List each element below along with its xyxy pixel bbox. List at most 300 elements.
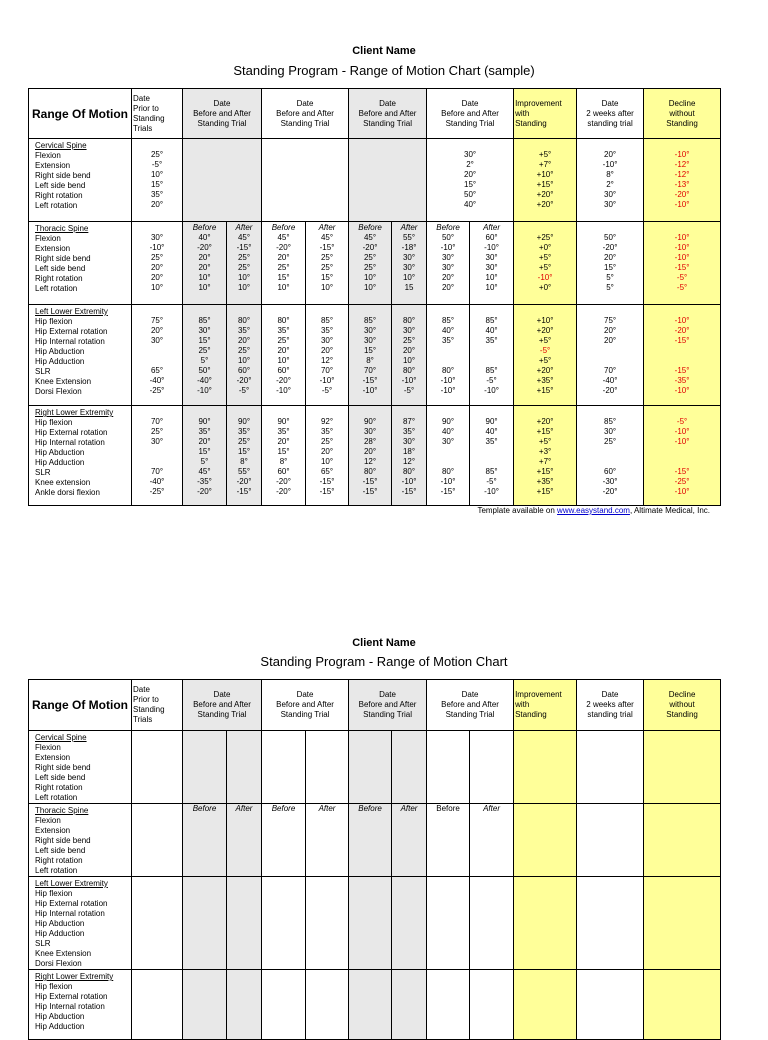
rom-value: 85° — [604, 417, 617, 426]
rom-value: -15° — [674, 366, 690, 375]
rom-value: 15° — [237, 447, 251, 456]
right-lower-a2 — [306, 406, 349, 506]
rom-value: 12° — [363, 457, 377, 466]
motion-label: SLR — [35, 367, 51, 376]
rom-value: 35° — [485, 437, 498, 446]
rom-value — [427, 356, 469, 366]
rom-value: 80° — [402, 366, 416, 375]
rom-value: -25° — [149, 386, 165, 395]
motion-label: Knee Extension — [35, 377, 92, 386]
rom-value: 30° — [441, 253, 455, 262]
motion-label: Hip External rotation — [35, 899, 108, 908]
rom-value: -15° — [674, 467, 690, 476]
right-lower-labels — [29, 406, 132, 506]
rom-value: -10° — [149, 243, 165, 252]
motion-label: Hip flexion — [35, 317, 73, 326]
rom-value: 35° — [320, 427, 334, 436]
rom-value: 25° — [363, 253, 377, 262]
section-title: Thoracic Spine — [35, 224, 89, 233]
left-lower-a4 — [470, 305, 514, 406]
after-label: After — [227, 804, 262, 877]
rom-value: +10° — [536, 316, 554, 325]
rom-value: 12° — [320, 356, 334, 365]
rom-value — [644, 356, 720, 366]
rom-value: -15° — [319, 243, 335, 252]
trial4-header: Date Before and After Standing Trial — [427, 89, 514, 139]
rom-value: 60° — [277, 366, 290, 375]
rom-value: 5° — [606, 283, 614, 292]
page-title: Standing Program - Range of Motion Chart (sample) — [233, 63, 535, 78]
cervical-decline — [644, 139, 721, 222]
rom-value: 70° — [363, 366, 377, 375]
rom-value: -20° — [276, 376, 291, 385]
rom-value: 80° — [402, 467, 416, 476]
rom-value: -20° — [674, 326, 690, 335]
motion-label: Hip Adduction — [35, 357, 85, 366]
rom-value: 70° — [604, 366, 617, 375]
motion-label: Hip Abduction — [35, 1012, 85, 1021]
motion-label: Right side bend — [35, 254, 91, 263]
rom-value: +15° — [536, 467, 554, 476]
section-title: Thoracic Spine — [35, 806, 89, 815]
rom-value: 10° — [402, 356, 416, 365]
motion-label: Hip flexion — [35, 889, 73, 898]
rom-value — [644, 457, 720, 467]
rom-value: 30° — [150, 437, 164, 446]
rom-value: -40° — [197, 376, 212, 385]
decline-header-2: Decline without Standing — [644, 680, 721, 731]
rom-value: 5° — [200, 356, 209, 365]
rom-value: -5° — [676, 417, 688, 426]
rom-value: -5° — [151, 160, 163, 169]
motion-label: Flexion — [35, 743, 61, 752]
rom-value: -25° — [674, 477, 690, 486]
left-lower-decline — [644, 305, 721, 406]
rom-value: 35° — [198, 427, 211, 436]
motion-label: Extension — [35, 244, 71, 253]
thoracic-prior — [132, 222, 183, 305]
rom-value: 40° — [441, 326, 455, 335]
motion-label: SLR — [35, 468, 51, 477]
motion-label: Extension — [35, 753, 71, 762]
rom-value: -20° — [276, 477, 291, 486]
trial2-header: Date Before and After Standing Trial — [262, 89, 349, 139]
rom-value — [427, 457, 469, 467]
rom-value: 85° — [485, 366, 498, 375]
rom-value: -5° — [321, 386, 333, 395]
rom-value: 92° — [320, 417, 334, 426]
after-label: After — [318, 223, 336, 232]
rom-value — [132, 457, 182, 467]
rom-value: 80° — [441, 366, 455, 375]
thoracic-improvement — [514, 222, 577, 305]
rom-value: +7° — [538, 457, 552, 466]
rom-value — [577, 356, 643, 366]
rom-value: +25° — [536, 233, 554, 242]
rom-value: 35° — [441, 336, 455, 345]
rom-value: 35° — [277, 427, 290, 436]
motion-label: Flexion — [35, 151, 61, 160]
rom-value: 60° — [237, 366, 251, 375]
rom-value: 25° — [150, 253, 164, 262]
motion-label: Left rotation — [35, 793, 78, 802]
motion-label: Right rotation — [35, 856, 83, 865]
before-label: Before — [427, 804, 470, 877]
rom-value: -15° — [319, 487, 335, 496]
rom-value: 25° — [237, 263, 251, 272]
rom-value — [132, 356, 182, 366]
rom-value: 90° — [198, 417, 211, 426]
cervical-section — [29, 139, 721, 222]
rom-value — [470, 457, 513, 467]
client-name-heading: Client Name — [352, 45, 416, 57]
motion-label: Right side bend — [35, 763, 91, 772]
rom-value: -20° — [362, 243, 378, 252]
cervical-prior — [132, 139, 183, 222]
rom-value: 10° — [363, 283, 377, 292]
rom-value: 60° — [277, 467, 290, 476]
rom-value: 45° — [277, 233, 290, 242]
rom-value: 35° — [402, 427, 416, 436]
rom-value: 30° — [485, 263, 498, 272]
left-lower-2weeks — [577, 305, 644, 406]
rom-value: 25° — [320, 263, 334, 272]
rom-value: 80° — [363, 467, 377, 476]
rom-value: 30° — [604, 190, 617, 199]
rom-value: 10° — [237, 273, 251, 282]
rom-value: 20° — [464, 170, 477, 179]
thoracic-2weeks — [577, 222, 644, 305]
rom-value: +5° — [538, 150, 552, 159]
rom-value — [470, 346, 513, 356]
left-lower-b2 — [262, 305, 306, 406]
rom-value: 35° — [237, 326, 251, 335]
motion-label: Left side bend — [35, 181, 86, 190]
rom-value: 30° — [363, 427, 377, 436]
rom-value: -10° — [484, 487, 499, 496]
rom-value: 40° — [441, 427, 455, 436]
after-label: After — [392, 804, 427, 877]
rom-value: 45° — [363, 233, 377, 242]
rom-value: 80° — [237, 316, 251, 325]
motion-label: Right rotation — [35, 274, 83, 283]
easystand-link[interactable]: www.easystand.com — [557, 506, 630, 515]
rom-value: -20° — [276, 243, 291, 252]
section-title: Left Lower Extremity — [35, 307, 108, 316]
rom-value: 85° — [320, 316, 334, 325]
rom-value: 12° — [402, 457, 416, 466]
rom-value: 80° — [402, 316, 416, 325]
rom-value — [577, 447, 643, 457]
rom-value: 25° — [237, 253, 251, 262]
thoracic-a2 — [306, 222, 349, 305]
rom-value: -20° — [236, 376, 252, 385]
cervical-trial2 — [262, 139, 349, 222]
thoracic-b4 — [427, 222, 470, 305]
page-title-2: Standing Program - Range of Motion Chart — [260, 654, 508, 669]
improvement-header: Improvement with Standing — [514, 89, 577, 139]
rom-value: 90° — [237, 417, 251, 426]
rom-value: -15° — [674, 263, 690, 272]
rom-value: 30° — [402, 253, 416, 262]
rom-value — [132, 346, 182, 356]
rom-value: 18° — [402, 447, 416, 456]
rom-value: 90° — [363, 417, 377, 426]
rom-value: -5° — [486, 376, 497, 385]
rom-value: 35° — [320, 326, 334, 335]
rom-value: +20° — [536, 200, 554, 209]
right-lower-b2 — [262, 406, 306, 506]
rom-value: +5° — [538, 336, 552, 345]
rom-value: -10° — [674, 243, 690, 252]
motion-label: Hip Adduction — [35, 929, 85, 938]
rom-value: +5° — [538, 253, 552, 262]
rom-value: 20° — [604, 150, 617, 159]
after-label: After — [483, 223, 500, 232]
cervical-trial3 — [349, 139, 427, 222]
rom-value: -20° — [236, 477, 252, 486]
rom-value: 45° — [237, 233, 251, 242]
rom-value: 25° — [363, 263, 377, 272]
motion-label: Extension — [35, 161, 71, 170]
cervical-labels — [29, 139, 132, 222]
rom-value: 15° — [277, 273, 290, 282]
rom-value: -5° — [403, 386, 415, 395]
rom-value: 10° — [485, 283, 498, 292]
rom-value: 2° — [466, 160, 474, 169]
motion-label: Left rotation — [35, 201, 78, 210]
rom-value: 75° — [150, 316, 164, 325]
rom-value: 5° — [606, 273, 614, 282]
rom-value: 25° — [237, 346, 251, 355]
rom-value: 30° — [402, 263, 416, 272]
rom-value: 10° — [198, 283, 211, 292]
client-name-heading-2: Client Name — [352, 637, 416, 649]
rom-value: +35° — [536, 477, 554, 486]
motion-label: Hip Adduction — [35, 458, 85, 467]
rom-value: -10° — [674, 316, 690, 325]
rom-value: 50° — [604, 233, 617, 242]
rom-value: +3° — [538, 447, 552, 456]
thoracic-a4 — [470, 222, 514, 305]
rom-value — [132, 447, 182, 457]
rom-value: -10° — [484, 386, 499, 395]
rom-value: 10° — [320, 283, 334, 292]
rom-value: 10° — [363, 273, 377, 282]
rom-value: 8° — [279, 457, 288, 466]
rom-value: 50° — [198, 366, 211, 375]
rom-value: 20° — [198, 253, 211, 262]
section-title: Right Lower Extremity — [35, 408, 114, 417]
before-label: Before — [262, 804, 306, 877]
rom-value: -20° — [602, 386, 618, 395]
left-lower-b4 — [427, 305, 470, 406]
rom-value — [470, 356, 513, 366]
rom-value: -20° — [197, 487, 212, 496]
rom-value: 90° — [485, 417, 498, 426]
thoracic-labels — [29, 222, 132, 305]
rom-value: -40° — [149, 376, 165, 385]
rom-value: +20° — [536, 326, 554, 335]
rom-value: 30° — [441, 263, 455, 272]
motion-label: Hip Internal rotation — [35, 1002, 105, 1011]
rom-value: -10° — [440, 477, 456, 486]
rom-value: -12° — [674, 160, 690, 169]
rom-value: +35° — [536, 376, 554, 385]
left-lower-section-2 — [29, 877, 721, 970]
rom-value: -10° — [674, 427, 690, 436]
rom-value: 85° — [485, 467, 498, 476]
rom-value: 35° — [485, 336, 498, 345]
trial1-header-2: Date Before and After Standing Trial — [183, 680, 262, 731]
rom-value: 30° — [604, 427, 617, 436]
motion-label: Hip Adduction — [35, 1022, 85, 1031]
rom-value: -15° — [401, 487, 417, 496]
rom-value: 85° — [363, 316, 377, 325]
rom-value: 80° — [441, 467, 455, 476]
rom-value: 30° — [198, 326, 211, 335]
before-label: Before — [349, 804, 392, 877]
rom-value: 20° — [441, 283, 455, 292]
rom-value: 20° — [277, 437, 290, 446]
rom-value: -10° — [674, 253, 690, 262]
after-label: After — [306, 804, 349, 877]
trial2-header-2: Date Before and After Standing Trial — [262, 680, 349, 731]
rom-value: 15° — [320, 273, 334, 282]
right-lower-improvement — [514, 406, 577, 506]
rom-value: -10° — [362, 386, 378, 395]
motion-label: Right side bend — [35, 836, 91, 845]
rom-value: 65° — [320, 467, 334, 476]
before-label: Before — [271, 223, 296, 232]
rom-value: 30° — [604, 200, 617, 209]
left-lower-b3 — [349, 305, 392, 406]
before-label: Before — [358, 223, 382, 232]
rom-value: 45° — [198, 467, 211, 476]
right-lower-prior — [132, 406, 183, 506]
rom-value: 30° — [320, 336, 334, 345]
trial1-header: Date Before and After Standing Trial — [183, 89, 262, 139]
motion-label: Hip Abduction — [35, 347, 85, 356]
date-prior-header: Date Prior to Standing Trials — [132, 89, 183, 139]
left-lower-prior — [132, 305, 183, 406]
rom-value: 35° — [277, 326, 290, 335]
trial3-header-2: Date Before and After Standing Trial — [349, 680, 427, 731]
before-label: Before — [436, 223, 460, 232]
rom-value: 75° — [604, 316, 617, 325]
rom-value: +20° — [536, 417, 554, 426]
rom-value: -10° — [674, 437, 690, 446]
motion-label: Flexion — [35, 234, 61, 243]
motion-label: Left rotation — [35, 866, 78, 875]
rom-value: 20° — [150, 200, 164, 209]
decline-header: Decline without Standing — [644, 89, 721, 139]
rom-value: 25° — [402, 336, 416, 345]
rom-value: 70° — [150, 467, 164, 476]
rom-value: +15° — [536, 386, 554, 395]
rom-value: 20° — [277, 253, 290, 262]
rom-value: 10° — [198, 273, 211, 282]
motion-label: Right side bend — [35, 171, 91, 180]
rom-value: 8° — [606, 170, 614, 179]
rom-value: 25° — [604, 437, 617, 446]
rom-value: 20° — [402, 346, 416, 355]
rom-value: -10° — [674, 150, 690, 159]
rom-value: 25° — [198, 346, 211, 355]
rom-value: 20° — [441, 273, 455, 282]
rom-value: 65° — [150, 366, 164, 375]
rom-value: 30° — [402, 437, 416, 446]
rom-value: -40° — [602, 376, 618, 385]
rom-value: -10° — [602, 160, 618, 169]
thoracic-b3 — [349, 222, 392, 305]
rom-value: -10° — [674, 386, 690, 395]
rom-value: 15° — [198, 447, 211, 456]
section-title: Right Lower Extremity — [35, 972, 114, 981]
rom-value: -10° — [440, 243, 456, 252]
right-lower-b4 — [427, 406, 470, 506]
thoracic-labels-2 — [29, 804, 132, 877]
left-lower-a3 — [392, 305, 427, 406]
date-2weeks-header: Date 2 weeks after standing trial — [577, 89, 644, 139]
rom-value: 20° — [277, 346, 290, 355]
thoracic-b1 — [183, 222, 227, 305]
cervical-2weeks — [577, 139, 644, 222]
rom-value: 15° — [277, 447, 290, 456]
rom-value: -10° — [440, 386, 456, 395]
rom-value: -35° — [197, 477, 212, 486]
left-lower-improvement — [514, 305, 577, 406]
motion-label: Left rotation — [35, 284, 78, 293]
rom-value: -30° — [602, 477, 618, 486]
rom-value: +0° — [538, 243, 552, 252]
rom-table-sample — [28, 88, 721, 506]
rom-value: +5° — [538, 356, 552, 365]
rom-value: -5° — [238, 386, 250, 395]
motion-label: Hip flexion — [35, 418, 73, 427]
cervical-labels-2 — [29, 731, 132, 804]
rom-value: 15 — [404, 283, 414, 292]
rom-value: 25° — [320, 437, 334, 446]
rom-value: 10° — [320, 457, 334, 466]
rom-value: 15° — [464, 180, 477, 189]
rom-value: 30° — [150, 233, 164, 242]
rom-value: -20° — [674, 190, 690, 199]
left-lower-section — [29, 305, 721, 406]
rom-value: -5° — [486, 477, 497, 486]
rom-value: 90° — [277, 417, 290, 426]
rom-value: -15° — [362, 487, 378, 496]
rom-value: 40° — [198, 233, 211, 242]
rom-value: 85° — [198, 316, 211, 325]
motion-label: Left side bend — [35, 264, 86, 273]
rom-value: +20° — [536, 366, 554, 375]
motion-label: Knee extension — [35, 478, 91, 487]
rom-value: 30° — [363, 336, 377, 345]
rom-value: +15° — [536, 427, 554, 436]
rom-value: 2° — [606, 180, 614, 189]
motion-label: SLR — [35, 939, 51, 948]
left-lower-a1 — [227, 305, 262, 406]
rom-value: 30° — [363, 326, 377, 335]
right-lower-a4 — [470, 406, 514, 506]
rom-value: 30° — [464, 150, 477, 159]
right-lower-a1 — [227, 406, 262, 506]
rom-value: -20° — [602, 487, 618, 496]
right-lower-decline — [644, 406, 721, 506]
rom-value: 10° — [402, 273, 416, 282]
rom-value: -15° — [236, 243, 252, 252]
